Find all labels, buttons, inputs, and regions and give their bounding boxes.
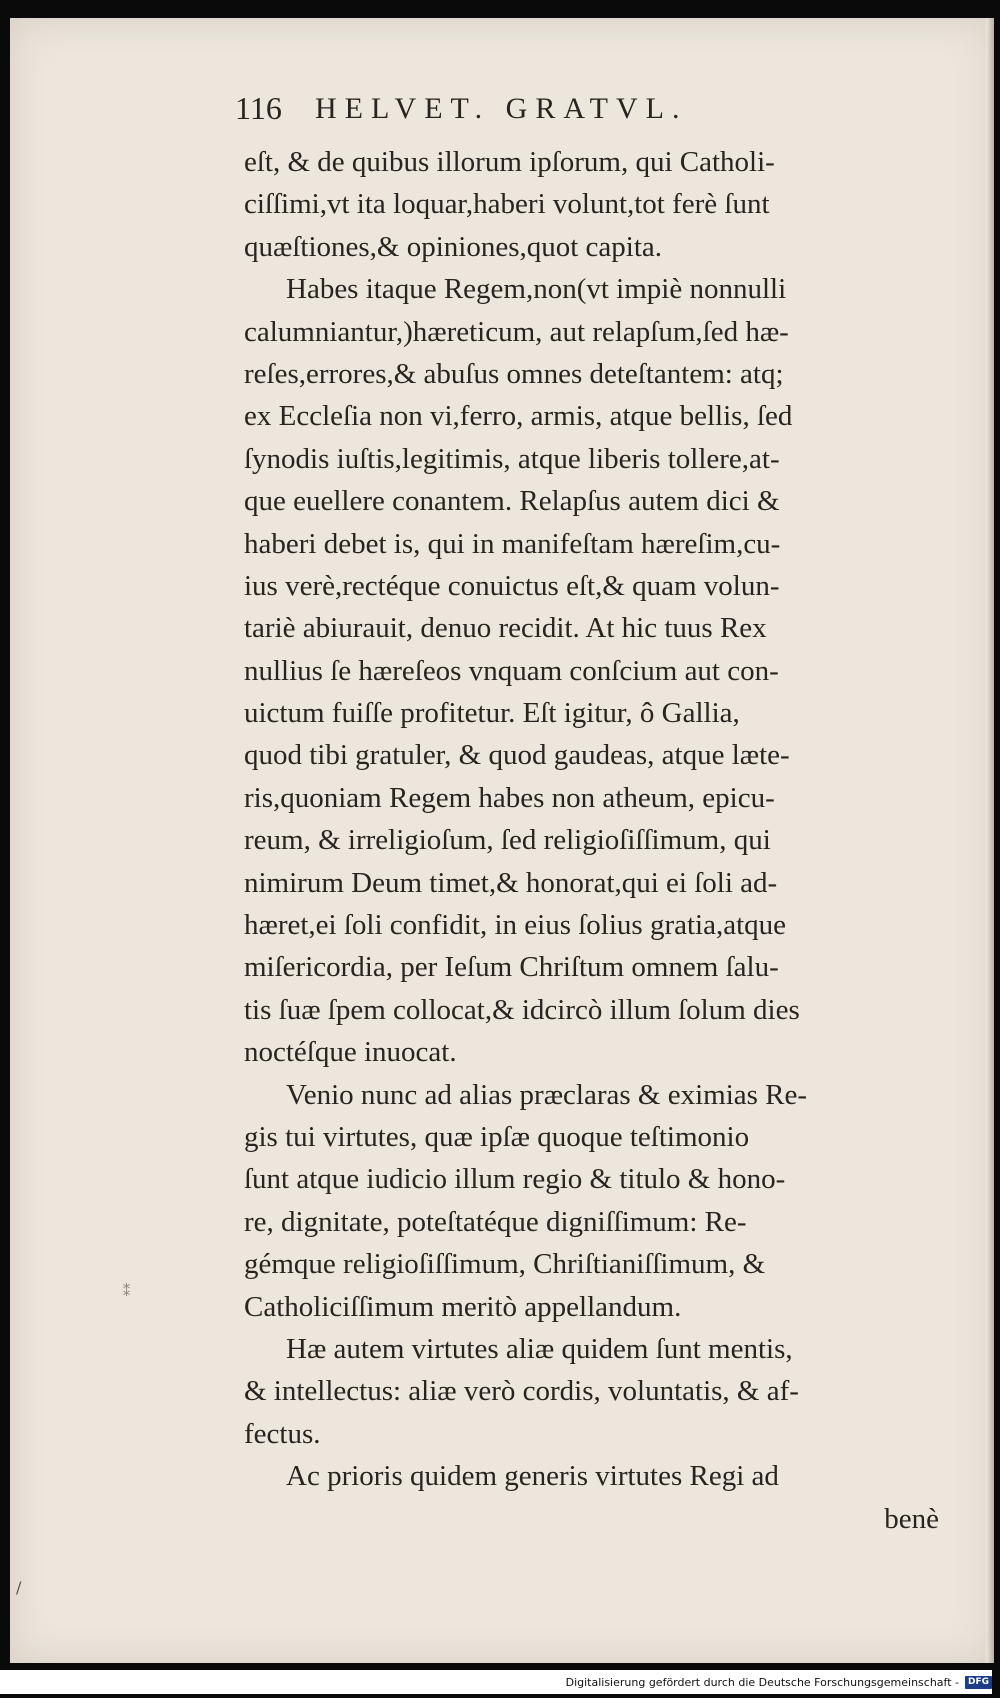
text-line: quæſtiones,& opiniones,quot capita. <box>244 230 663 263</box>
margin-mark: ⁑ <box>123 1284 130 1300</box>
text-line: reum, & irreligioſum, ſed religioſiſſimum, qui <box>244 824 771 857</box>
text-line: hæret,ei ſoli confidit, in eius ſolius gratia,atque <box>244 909 787 942</box>
text-line: quod tibi gratuler, & quod gaudeas, atque læte- <box>244 739 790 772</box>
running-title: HELVET. GRATVL. <box>315 92 688 125</box>
text-line: Ac prioris quidem generis virtutes Regi ad <box>286 1460 779 1493</box>
text-line: fectus. <box>244 1417 321 1450</box>
text-line: & intellectus: aliæ verò cordis, voluntatis, & af- <box>244 1375 799 1408</box>
text-line: ſynodis iuſtis,legitimis, atque liberis tollere,at- <box>244 442 780 475</box>
text-line: calumniantur,)hæreticum, aut relapſum,ſed hæ- <box>244 315 789 348</box>
text-line: ris,quoniam Regem habes non atheum, epicu- <box>244 781 775 814</box>
page-number: 116 <box>235 90 282 126</box>
text-line: miſericordia, per Ieſum Chriſtum omnem ſalu- <box>244 951 779 984</box>
text-line: ex Eccleſia non vi,ferro, armis, atque bellis, ſed <box>244 400 793 433</box>
text-line: Hæ autem virtutes aliæ quidem ſunt mentis, <box>286 1332 793 1365</box>
text-line: ſunt atque iudicio illum regio & titulo & hono- <box>244 1163 786 1196</box>
text-line: gémque religioſiſſimum, Chriſtianiſſimum, & <box>244 1248 766 1281</box>
text-line: ciſſimi,vt ita loquar,haberi volunt,tot ferè ſunt <box>244 188 770 221</box>
text-line: nullius ſe hæreſeos vnquam conſcium aut con- <box>244 654 779 687</box>
dfg-logo: DFG <box>965 1676 992 1689</box>
text-line: tis ſuæ ſpem collocat,& idcircò illum ſolum dies <box>244 993 800 1026</box>
page-edge <box>986 18 994 1663</box>
text-line: haberi debet is, qui in manifeſtam hæreſim,cu- <box>244 527 781 560</box>
text-line: Venio nunc ad alias præclaras & eximias Re- <box>286 1078 808 1111</box>
page-header <box>235 90 940 134</box>
text-line: Habes itaque Regem,non(vt impiè nonnulli <box>286 273 787 306</box>
text-line: ius verè,rectéque conuictus eſt,& quam volun- <box>244 569 780 602</box>
catchword: benè <box>884 1502 939 1535</box>
footer-credit: Digitalisierung gefördert durch die Deutsche Forschungsgemeinschaft - <box>565 1675 959 1689</box>
text-line: Catholiciſſimum meritò appellandum. <box>244 1290 682 1323</box>
text-line: noctéſque inuocat. <box>244 1036 457 1069</box>
text-line: tariè abiurauit, denuo recidit. At hic tuus Rex <box>244 612 767 645</box>
margin-stroke: / <box>16 1578 22 1597</box>
digitization-footer <box>0 1670 992 1694</box>
text-line: eſt, & de quibus illorum ipſorum, qui Catholi- <box>244 146 775 178</box>
text-line: que euellere conantem. Relapſus autem dici & <box>244 485 780 518</box>
text-line: re, dignitate, poteſtatéque digniſſimum: Re- <box>244 1205 747 1238</box>
text-line: uictum fuiſſe profitetur. Eſt igitur, ô Gallia, <box>244 697 740 730</box>
text-line: gis tui virtutes, quæ ipſæ quoque teſtimonio <box>244 1120 750 1153</box>
text-line: nimirum Deum timet,& honorat,qui ei ſoli ad- <box>244 866 778 899</box>
body-text <box>244 141 939 1540</box>
text-line: reſes,errores,& abuſus omnes deteſtantem: atq; <box>244 357 784 390</box>
